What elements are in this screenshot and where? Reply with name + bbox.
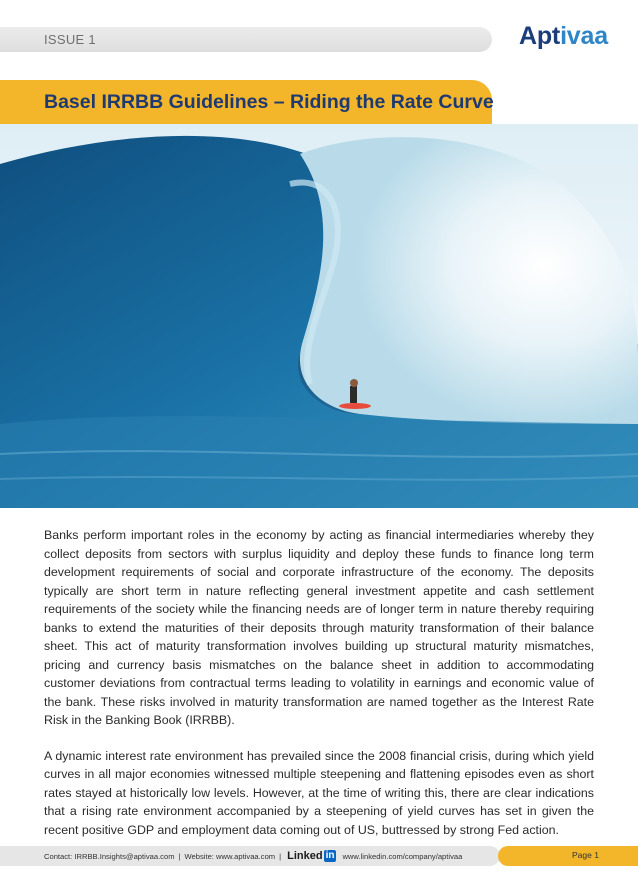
title-banner (0, 80, 492, 124)
footer-content (44, 850, 462, 862)
separator: | (178, 851, 181, 861)
page-number: Page 1 (572, 850, 599, 860)
logo-text-dark: Apt (519, 22, 561, 50)
linkedin-in-badge: in (325, 850, 335, 861)
separator: | (279, 851, 282, 861)
website-link[interactable]: Website: www.aptivaa.com (184, 851, 276, 861)
linkedin-word: Linked (287, 850, 323, 862)
linkedin-url[interactable]: www.linkedin.com/company/aptivaa (342, 851, 463, 861)
linkedin-icon[interactable] (287, 850, 336, 862)
paragraph-2: A dynamic interest rate environment has prevailed since the 2008 financial crisis, during which yield curves in all major economies witnessed multiple steepening and flattening episodes even as short rates stayed at historically low levels. However, at the time of writing this, there are clear indications that a rising rate environment accompanied by a steepening of yield curves has set in given the recent positive GDP and employment data coming out of US, buttressed by strong Fed action. (44, 748, 594, 837)
contact-link[interactable]: Contact: IRRBB.Insights@aptivaa.com (44, 851, 175, 861)
issue-bar (0, 27, 492, 52)
logo-text-accent: ivaa (560, 22, 608, 50)
document-title: Basel IRRBB Guidelines – Riding the Rate Curve (44, 91, 494, 113)
article-body (44, 526, 594, 856)
page-tab (498, 846, 638, 866)
wave-surfer-photo (0, 124, 638, 508)
footer-bar (0, 846, 500, 866)
issue-label: ISSUE 1 (44, 32, 96, 47)
aptivaa-logo[interactable] (519, 22, 608, 51)
paragraph-1: Banks perform important roles in the economy by acting as financial intermediaries whereby they collect deposits from sectors with surplus liquidity and deploy these funds to finance long term development requirements of social and corporate infrastructure of the economy. The deposits typically are short term in nature reflecting general investment appetite and cash settlement requirements of the society while the financing needs are of longer term in nature thereby requiring banks to extend the maturities of their deposits through maturity transformation of their balance sheet. This act of maturity transformation involves building up structural maturity mismatches, pricing and currency basis mismatches on the balance sheet in addition to accommodating customer deviations from contractual terms leading to volatility in earnings and economic value of the bank. These risks involved in maturity transformation are named together as the Interest Rate Risk in the Banking Book (IRRBB). (44, 528, 594, 727)
